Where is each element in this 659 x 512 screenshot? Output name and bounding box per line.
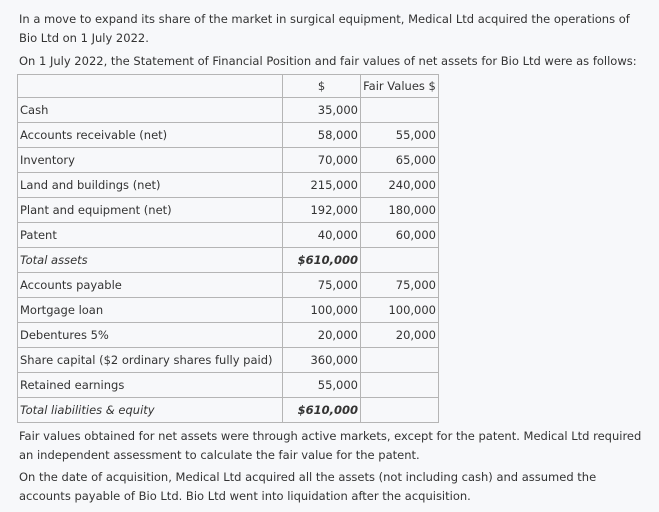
row-amount: 35,000 [283, 98, 361, 123]
row-fair-value: 65,000 [361, 148, 439, 173]
total-liabilities-equity-row [18, 398, 439, 423]
acquisition-note: On the date of acquisition, Medical Ltd acquired all the assets (not including cash) and assumed the accounts payable of Bio Ltd. Bio Ltd went into liquidation after the acquisition. [19, 470, 597, 503]
row-fair-value [361, 398, 439, 423]
header-amount: $ [283, 75, 361, 98]
row-amount: 58,000 [283, 123, 361, 148]
row-label: Inventory [18, 148, 283, 173]
row-fair-value [361, 98, 439, 123]
table-row [18, 123, 439, 148]
row-label: Retained earnings [18, 373, 283, 398]
table-row [18, 298, 439, 323]
row-fair-value [361, 348, 439, 373]
table-row [18, 348, 439, 373]
row-fair-value: 180,000 [361, 198, 439, 223]
row-amount: 70,000 [283, 148, 361, 173]
row-amount: $610,000 [283, 398, 361, 423]
header-fair-values: Fair Values $ [361, 75, 439, 98]
row-amount: 192,000 [283, 198, 361, 223]
row-label: Accounts receivable (net) [18, 123, 283, 148]
row-amount: 55,000 [283, 373, 361, 398]
total-assets-row [18, 248, 439, 273]
table-row [18, 98, 439, 123]
row-amount: 360,000 [283, 348, 361, 373]
row-amount: 215,000 [283, 173, 361, 198]
row-amount: 20,000 [283, 323, 361, 348]
header-blank-cell [18, 75, 283, 98]
row-fair-value: 75,000 [361, 273, 439, 298]
row-fair-value: 240,000 [361, 173, 439, 198]
row-fair-value: 60,000 [361, 223, 439, 248]
row-amount: 40,000 [283, 223, 361, 248]
row-label: Share capital ($2 ordinary shares fully paid) [18, 348, 283, 373]
row-label: Cash [18, 98, 283, 123]
row-amount: $610,000 [283, 248, 361, 273]
table-row [18, 323, 439, 348]
row-fair-value [361, 248, 439, 273]
table-row [18, 173, 439, 198]
row-label: Patent [18, 223, 283, 248]
statement-intro-paragraph: On 1 July 2022, the Statement of Financial Position and fair values of net assets for Bio Ltd were as follows: [19, 54, 637, 68]
row-label: Debentures 5% [18, 323, 283, 348]
row-fair-value: 20,000 [361, 323, 439, 348]
row-fair-value [361, 373, 439, 398]
row-fair-value: 100,000 [361, 298, 439, 323]
table-row [18, 198, 439, 223]
table-row [18, 373, 439, 398]
table-row [18, 148, 439, 173]
intro-paragraph: In a move to expand its share of the market in surgical equipment, Medical Ltd acquired the operations of Bio Ltd on 1 July 2022. [19, 12, 630, 45]
table-row [18, 223, 439, 248]
row-label: Total assets [18, 248, 283, 273]
table-header-row [18, 75, 439, 98]
row-amount: 75,000 [283, 273, 361, 298]
row-label: Plant and equipment (net) [18, 198, 283, 223]
fair-values-note: Fair values obtained for net assets were through active markets, except for the patent. Medical Ltd required an independent assessment to calculate the fair value for the patent. [19, 429, 642, 462]
row-fair-value: 55,000 [361, 123, 439, 148]
row-label: Total liabilities & equity [18, 398, 283, 423]
row-label: Mortgage loan [18, 298, 283, 323]
row-amount: 100,000 [283, 298, 361, 323]
table-row [18, 273, 439, 298]
financial-position-table [17, 74, 439, 423]
row-label: Land and buildings (net) [18, 173, 283, 198]
row-label: Accounts payable [18, 273, 283, 298]
